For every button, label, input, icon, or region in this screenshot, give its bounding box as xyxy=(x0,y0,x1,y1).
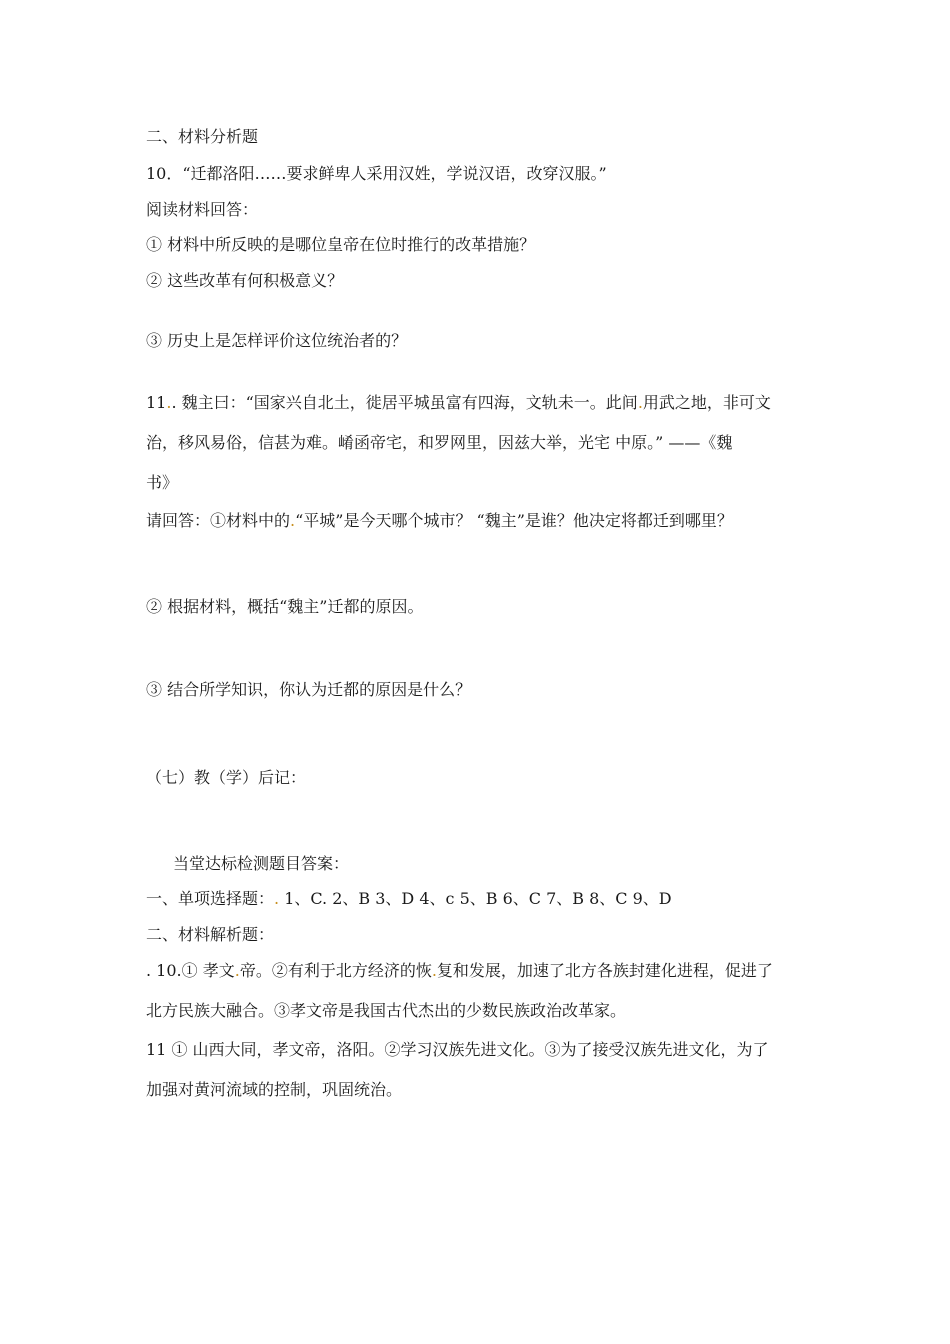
q10-prompt: 阅读材料回答： xyxy=(146,200,259,219)
q11-line3: 书》 xyxy=(146,473,179,492)
q11-line1 xyxy=(146,393,771,413)
q11-text-a: . 魏主曰：“国家兴自北土，徙居平城虽富有四海，文轨未一。此间 xyxy=(171,393,638,412)
q11-sub2: ② 根据材料，概括“魏主”迁都的原因。 xyxy=(146,597,424,616)
answers-a10-b: 帝。②有利于北方经济的恢 xyxy=(239,961,432,980)
q11-question-b: “平城”是今天哪个城市？ “魏主”是谁？他决定将都迁到哪里？ xyxy=(295,511,733,530)
q11-line2: 治，移风易俗，信甚为难。崤函帝宅，和罗网里，因兹大举，光宅 中原。” ——《魏 xyxy=(146,433,733,452)
answers-mc xyxy=(146,889,672,909)
answers-mc-values: 1、C. 2、B 3、D 4、c 5、B 6、C 7、B 8、C 9、D xyxy=(279,889,672,908)
q11-text-b: 用武之地，非可文 xyxy=(642,393,771,412)
answers-a10-c: 复和发展，加速了北方各族封建化进程，促进了 xyxy=(436,961,773,980)
answers-a10-line2: 北方民族大融合。③孝文帝是我国古代杰出的少数民族政治改革家。 xyxy=(146,1001,627,1020)
answers-a11-line2: 加强对黄河流域的控制，巩固统治。 xyxy=(146,1080,403,1099)
q11-dot2: . xyxy=(637,393,643,412)
postscript: （七）教（学）后记： xyxy=(146,768,307,787)
answers-mc-dot: . xyxy=(274,889,280,908)
answers-a11-line1: 11 ① 山西大同，孝文帝，洛阳。②学习汉族先进文化。③为了接受汉族先进文化，为了 xyxy=(146,1040,769,1059)
answers-title: 当堂达标检测题目答案： xyxy=(173,854,350,873)
q11-question xyxy=(146,511,733,531)
q10-sub1: ① 材料中所反映的是哪位皇帝在位时推行的改革措施？ xyxy=(146,235,536,254)
answers-section2: 二、材料解析题： xyxy=(146,925,275,944)
q10-stem: 10．“迁都洛阳……要求鲜卑人采用汉姓，学说汉语，改穿汉服。” xyxy=(146,164,607,183)
q11-number: 11 xyxy=(146,393,167,412)
q10-sub2: ② 这些改革有何积极意义？ xyxy=(146,271,344,290)
answers-mc-label: 一、单项选择题： xyxy=(146,889,275,908)
answers-a10-dot: . xyxy=(234,961,240,980)
q11-sub3: ③ 结合所学知识，你认为迁都的原因是什么？ xyxy=(146,680,472,699)
q10-sub3: ③ 历史上是怎样评价这位统治者的？ xyxy=(146,331,408,350)
q11-question-dot: . xyxy=(290,511,296,530)
section2-title: 二、材料分析题 xyxy=(146,127,259,146)
answers-a10-dot2: . xyxy=(431,961,437,980)
q11-dot: . xyxy=(166,393,172,412)
q11-question-a: 请回答：①材料中的 xyxy=(146,511,291,530)
answers-a10-a: . 10.① 孝文 xyxy=(146,961,235,980)
answers-a10-line1 xyxy=(146,961,773,981)
